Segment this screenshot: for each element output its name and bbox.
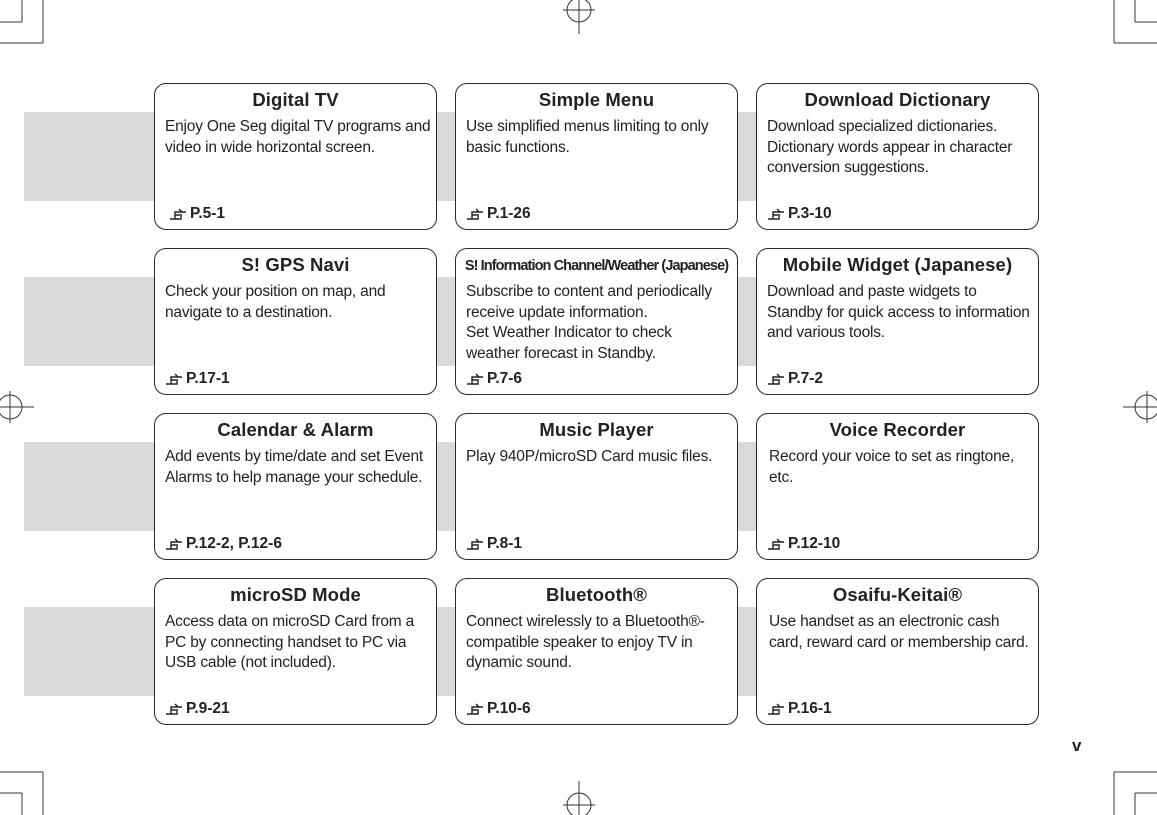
- description-line: Check your position on map, and: [165, 283, 386, 300]
- pointing-hand-icon: [169, 207, 189, 221]
- page-reference[interactable]: [767, 370, 823, 388]
- page-reference[interactable]: [767, 700, 832, 718]
- description-line: conversion suggestions.: [767, 159, 929, 176]
- description-line: PC by connecting handset to PC via: [165, 633, 407, 651]
- page-reference[interactable]: [466, 370, 522, 388]
- feature-card-simple-menu: [455, 83, 738, 230]
- description-line: receive update information.: [466, 303, 648, 321]
- page-reference-text: P.7-2: [788, 370, 824, 387]
- card-title: Osaifu-Keitai®: [832, 584, 963, 605]
- pointing-hand-icon: [165, 702, 185, 716]
- page-reference[interactable]: [466, 205, 531, 223]
- description-line: Download specialized dictionaries.: [767, 118, 998, 135]
- description-line: basic functions.: [466, 138, 570, 156]
- page-reference-text: P.10-6: [487, 700, 531, 717]
- feature-card-download-dictionary: [756, 83, 1039, 230]
- feature-card-gps-navi: [154, 248, 437, 395]
- description-line: navigate to a destination.: [165, 303, 333, 321]
- feature-card-calendar-alarm: [154, 413, 437, 560]
- page-reference[interactable]: [165, 700, 230, 718]
- description-line: Enjoy One Seg digital TV programs and: [165, 118, 431, 135]
- card-title: Calendar & Alarm: [217, 419, 374, 440]
- feature-card-voice-recorder: [756, 413, 1039, 560]
- card-description: [466, 447, 729, 468]
- card-title: S! Information Channel/Weather (Japanese): [464, 258, 729, 274]
- feature-card-information-channel: [455, 248, 738, 395]
- description-line: Use handset as an electronic cash: [769, 613, 1000, 630]
- description-line: Set Weather Indicator to check: [466, 324, 672, 341]
- description-line: Record your voice to set as ringtone,: [769, 448, 1015, 465]
- page-reference[interactable]: [169, 205, 225, 223]
- description-line: Subscribe to content and periodically: [466, 283, 712, 300]
- card-description: [165, 117, 431, 158]
- card-description: [165, 447, 428, 488]
- page-reference-text: P.9-21: [186, 700, 230, 717]
- page-reference[interactable]: [767, 205, 832, 223]
- card-title: Download Dictionary: [804, 89, 991, 110]
- description-line: and various tools.: [767, 324, 885, 341]
- card-description: [769, 612, 1030, 653]
- card-description: [767, 117, 1030, 179]
- page-reference[interactable]: [767, 535, 840, 553]
- page-reference-text: P.5-1: [190, 205, 226, 222]
- feature-card-mobile-widget: [756, 248, 1039, 395]
- page-reference-text: P.3-10: [788, 205, 832, 222]
- page-reference[interactable]: [165, 535, 282, 553]
- description-line: Add events by time/date and set Event: [165, 448, 423, 465]
- card-title: microSD Mode: [230, 584, 361, 605]
- card-title: Voice Recorder: [829, 419, 966, 440]
- page-reference-text: P.12-10: [788, 535, 841, 552]
- card-description: [466, 117, 729, 158]
- description-line: weather forecast in Standby.: [466, 344, 656, 362]
- page-reference-text: P.17-1: [186, 370, 230, 387]
- card-title: Simple Menu: [538, 89, 655, 110]
- description-line: Standby for quick access to information: [767, 303, 1030, 321]
- page-number: v: [1072, 736, 1082, 755]
- pointing-hand-icon: [767, 372, 787, 386]
- card-title: Music Player: [539, 419, 654, 440]
- page-reference[interactable]: [466, 535, 522, 553]
- pointing-hand-icon: [165, 372, 185, 386]
- page-reference[interactable]: [165, 370, 230, 388]
- page-reference-text: P.16-1: [788, 700, 832, 717]
- description-line: Alarms to help manage your schedule.: [165, 468, 423, 486]
- pointing-hand-icon: [767, 702, 787, 716]
- description-line: Dictionary words appear in character: [767, 138, 1013, 156]
- description-line: etc.: [769, 468, 794, 486]
- description-line: Use simplified menus limiting to only: [466, 118, 709, 135]
- pointing-hand-icon: [165, 537, 185, 551]
- page-reference-text: P.1-26: [487, 205, 531, 222]
- feature-card-digital-tv: [154, 83, 437, 230]
- description-line: compatible speaker to enjoy TV in: [466, 633, 693, 651]
- pointing-hand-icon: [767, 537, 787, 551]
- description-line: dynamic sound.: [466, 654, 572, 671]
- description-line: Connect wirelessly to a Bluetooth®-: [466, 613, 705, 630]
- description-line: card, reward card or membership card.: [769, 633, 1029, 651]
- description-line: USB cable (not included).: [165, 654, 336, 671]
- feature-card-osaifu-keitai: [756, 578, 1039, 725]
- description-line: Access data on microSD Card from a: [165, 613, 415, 630]
- description-line: Download and paste widgets to: [767, 283, 977, 300]
- card-title: Bluetooth®: [546, 584, 647, 605]
- feature-card-music-player: [455, 413, 738, 560]
- page-reference-text: P.12-2, P.12-6: [186, 535, 282, 552]
- feature-card-microsd-mode: [154, 578, 437, 725]
- card-description: [466, 282, 729, 364]
- card-description: [165, 282, 428, 323]
- feature-card-bluetooth: [455, 578, 738, 725]
- card-title: S! GPS Navi: [241, 254, 350, 275]
- pointing-hand-icon: [466, 207, 486, 221]
- pointing-hand-icon: [767, 207, 787, 221]
- page-reference-text: P.8-1: [487, 535, 523, 552]
- page-reference-text: P.7-6: [487, 370, 523, 387]
- card-description: [165, 612, 428, 674]
- card-title: Digital TV: [252, 89, 339, 110]
- pointing-hand-icon: [466, 537, 486, 551]
- card-description: [767, 282, 1030, 344]
- description-line: Play 940P/microSD Card music files.: [466, 448, 713, 465]
- page-reference[interactable]: [466, 700, 531, 718]
- card-title: Mobile Widget (Japanese): [782, 254, 1013, 275]
- description-line: video in wide horizontal screen.: [165, 138, 375, 156]
- pointing-hand-icon: [466, 702, 486, 716]
- card-description: [466, 612, 729, 674]
- pointing-hand-icon: [466, 372, 486, 386]
- card-description: [769, 447, 1030, 488]
